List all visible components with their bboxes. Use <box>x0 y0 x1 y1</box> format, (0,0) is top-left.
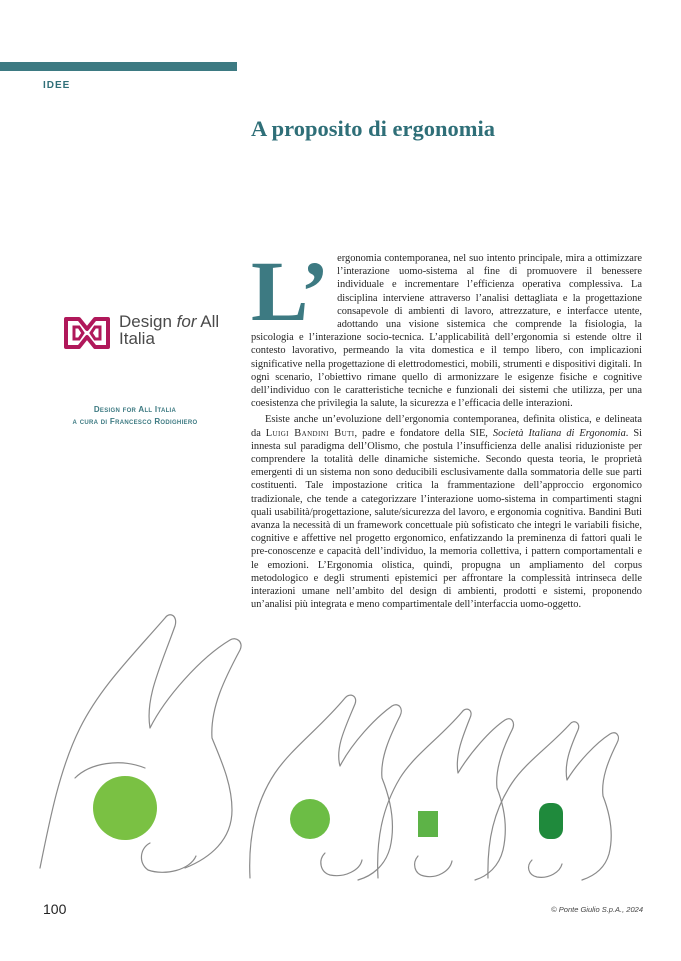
hand-4-outline <box>488 722 619 880</box>
logo-word-for: for <box>176 312 197 331</box>
drop-cap: L’ <box>251 243 330 339</box>
logo-word-all: All <box>196 312 220 331</box>
page-number: 100 <box>43 901 67 917</box>
hand-1-thumb <box>141 843 196 872</box>
paragraph-2-end: . Si innesta sul paradigma dell’Olismo, che postula l’insufficienza delle analisi riduzioniste per comprendere la totalità delle dinamiche sistemiche. Secondo questa teoria, le proprietà emergenti di un sistema non sono deducibili esclusivamente dalla sommatoria delle sue parti costituenti. Tale impostazione critica la frammentazione dell’approccio ergonomico tradizionale, che tende a categorizzare l’interazione uomo-sistema in compartimenti stagni quali usabilità/progettazione, salute/sicurezza del lavoro, e ergonomia cognitiva. Bandini Buti avanza la necessità di un framework concettuale più sofisticato che integri le variabili fisiche, cognitive e affettive nel progetto ergonomico, enfatizzando la preminenza di fattori quali le pre-conoscenze e capacità dell’individuo, la memoria collettiva, i pattern comportamentali e le emozioni. L’Ergonomia olistica, quindi, propugna un ampliamento del corpus metodologico e degli strumenti epistemici per affrontare la complessità intrinseca delle interazioni umane nell’ambito del design di ambienti, prodotti e sistemi, proponendo un’analisi più integrata e meno compartimentale dell’interfaccia uomo-oggetto. <box>251 427 643 611</box>
dfa-logo-icon <box>62 315 112 351</box>
design-for-all-logo <box>62 313 232 353</box>
paragraph-1 <box>251 243 642 410</box>
article-title: A proposito di ergonomia <box>251 116 495 141</box>
article-body <box>251 243 643 611</box>
author-name: Luigi Bandini Buti <box>265 427 355 439</box>
section-label: IDEE <box>43 80 71 91</box>
hands-illustration <box>0 578 681 883</box>
dark-green-rounded-rectangle <box>539 803 563 839</box>
credit-line-2: a cura di Francesco Rodighiero <box>72 417 198 426</box>
paragraph-1-text: ergonomia contemporanea, nel suo intento principale, mira a ottimizzare l’interazione uomo-sistema al fine di promuovere il benessere individuale e incrementare l’efficienza operativa complessiva. La disciplina interviene attraverso l’analisi dettagliata e la progettazione consapevole di ambienti di lavoro, attrezzature, e interfacce utente, adottando una visione sistemica che comprende la fisiologia, la psicologia e l’interazione socio-tecnica. L’applicabilità dell’ergonomia si estende oltre il contesto lavorativo, permeando la vita domestica e il tempo libero, con implicazioni significative nella progettazione di elettrodomestici, mobili, strumenti e dispositivi digitali. In ogni scenario, l’obiettivo rimane quello di armonizzare le esigenze fisiche e cognitive dell’individuo con le caratteristiche tecniche e funzionali dei sistemi che utilizza, per una coesistenza che privilegia la salute, la sicurezza e l’efficacia delle interazioni. <box>251 253 642 410</box>
large-green-circle <box>93 776 157 840</box>
medium-green-circle <box>290 799 330 839</box>
section-color-bar <box>0 62 237 71</box>
hand-3-thumb <box>415 856 452 877</box>
copyright-notice: © Ponte Giulio S.p.A., 2024 <box>551 905 643 914</box>
hand-4-thumb <box>529 860 562 877</box>
logo-wordmark <box>119 313 219 347</box>
hand-1-finger <box>75 763 145 778</box>
credit-line-1: Design for All Italia <box>93 405 177 414</box>
paragraph-2-start: Esiste anche un’evoluzione dell’ergonomia contemporanea, definita olistica, e delineata da <box>251 414 642 439</box>
logo-word-italia: Italia <box>119 329 155 348</box>
sie-name: Società Italiana di Ergonomia <box>492 427 626 439</box>
paragraph-2-mid: , padre e fondatore della SIE, <box>354 427 493 439</box>
column-credits <box>50 404 220 428</box>
hand-3-outline <box>378 709 514 880</box>
logo-word-design: Design <box>119 312 177 331</box>
green-rectangle <box>418 811 438 837</box>
hand-2-thumb <box>321 853 362 876</box>
